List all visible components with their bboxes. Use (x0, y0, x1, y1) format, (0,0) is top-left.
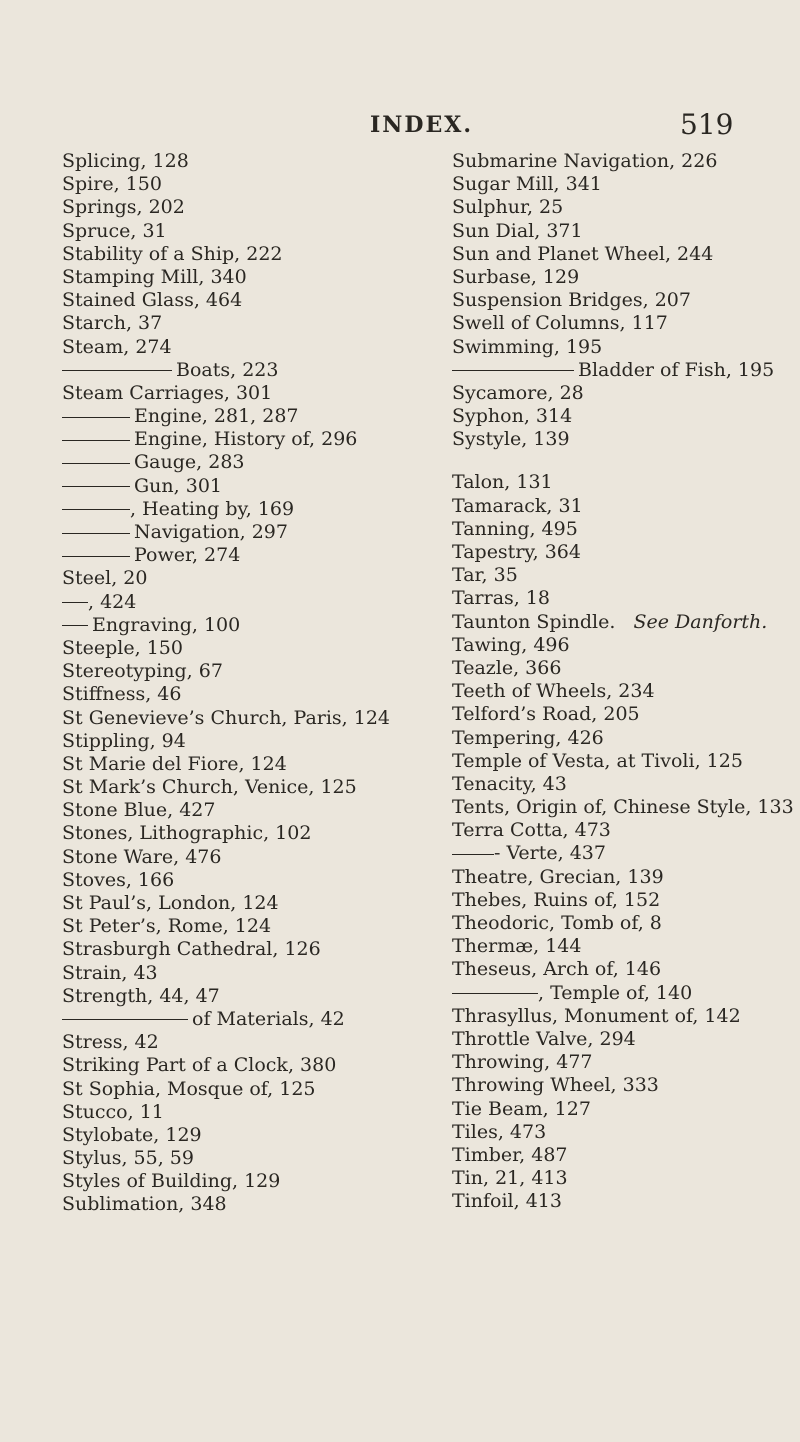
index-entry: Tenacity, 43 (452, 772, 567, 795)
index-entry: Talon, 131 (452, 471, 553, 494)
ditto-dash (62, 533, 130, 534)
index-entry: Steeple, 150 (62, 636, 183, 659)
index-entry: St Peter’s, Rome, 124 (62, 915, 272, 938)
index-entry: Stoves, 166 (62, 868, 175, 891)
index-entry: Stability of a Ship, 222 (62, 242, 283, 265)
index-entry: Sycamore, 28 (452, 381, 584, 404)
index-subentry: - Verte, 437 (452, 842, 797, 865)
index-entry: Sun and Planet Wheel, 244 (452, 242, 714, 265)
index-entry: Thebes, Ruins of, 152 (452, 888, 661, 911)
index-subentry: Engraving, 100 (62, 614, 432, 637)
index-entry: St Mark’s Church, Venice, 125 (62, 776, 357, 799)
ditto-dash (452, 370, 574, 371)
index-entry: Systyle, 139 (452, 428, 570, 451)
index-entry: St Paul’s, London, 124 (62, 892, 279, 914)
index-entry: Striking Part of a Clock, 380 (62, 1054, 337, 1077)
index-entry: Teazle, 366 (452, 656, 562, 679)
index-entry: Tarras, 18 (452, 587, 551, 610)
index-entry: Swimming, 195 (452, 335, 603, 358)
index-entry: Terra Cotta, 473 (452, 819, 611, 842)
index-entry: Sublimation, 348 (62, 1193, 227, 1216)
index-entry: Springs, 202 (62, 196, 185, 219)
page-number: 519 (680, 108, 734, 141)
index-entry: Thrasyllus, Monument of, 142 (452, 1004, 741, 1027)
index-entry: Tin, 21, 413 (452, 1167, 568, 1190)
index-entry: Thermæ, 144 (452, 935, 582, 958)
index-entry: Taunton Spindle. See Danforth. (452, 610, 768, 633)
ditto-dash (62, 509, 130, 510)
index-entry: Spire, 150 (62, 173, 162, 196)
index-subentry: of Materials, 42 (62, 1008, 432, 1031)
index-entry: Tents, Origin of, Chinese Style, 133 (452, 796, 794, 819)
index-entry: Stress, 42 (62, 1031, 159, 1054)
index-entry: Tawing, 496 (452, 633, 570, 656)
index-entry: Stereotyping, 67 (62, 660, 223, 683)
index-entry: Steam, 274 (62, 335, 172, 358)
index-entry: Stained Glass, 464 (62, 289, 243, 312)
ditto-dash (62, 1019, 188, 1020)
index-entry: Stones, Lithographic, 102 (62, 822, 312, 845)
index-title: INDEX. (370, 112, 473, 138)
ditto-dash (62, 556, 130, 557)
ditto-dash (62, 486, 130, 487)
index-subentry: , Temple of, 140 (452, 982, 797, 1005)
index-subentry: Power, 274 (62, 544, 432, 567)
index-entry: St Genevieve’s Church, Paris, 124 (62, 706, 391, 729)
index-entry: Tar, 35 (452, 564, 518, 587)
index-entry: Stippling, 94 (62, 729, 186, 752)
index-entry: Steam Carriages, 301 (62, 381, 273, 404)
index-entry: Submarine Navigation, 226 (452, 150, 718, 172)
index-entry: Tempering, 426 (452, 726, 604, 749)
index-entry: Stylobate, 129 (62, 1123, 202, 1146)
index-entry: Temple of Vesta, at Tivoli, 125 (452, 749, 743, 772)
index-entry: Theseus, Arch of, 146 (452, 958, 662, 981)
index-entry: Spruce, 31 (62, 219, 167, 242)
index-subentry: Boats, 223 (62, 359, 432, 382)
ditto-dash (452, 854, 494, 855)
index-entry: St Marie del Fiore, 124 (62, 752, 287, 775)
ditto-dash (62, 602, 88, 603)
index-entry: Strain, 43 (62, 961, 158, 984)
ditto-dash (62, 463, 130, 464)
index-entry: Throttle Valve, 294 (452, 1027, 636, 1050)
ditto-dash (62, 440, 130, 441)
page-header (0, 108, 800, 142)
index-subentry: , Heating by, 169 (62, 498, 432, 521)
index-subentry: Engine, History of, 296 (62, 428, 432, 451)
index-entry: Starch, 37 (62, 312, 163, 335)
index-entry: Timber, 487 (452, 1143, 568, 1166)
index-entry: Steel, 20 (62, 567, 148, 590)
index-entry: Syphon, 314 (452, 405, 573, 428)
index-entry: Throwing, 477 (452, 1051, 593, 1074)
index-entry: Stiffness, 46 (62, 683, 182, 706)
index-entry: Tanning, 495 (452, 517, 578, 540)
index-entry: Tapestry, 364 (452, 541, 581, 563)
index-subentry: Bladder of Fish, 195 (452, 359, 797, 382)
index-entry: Stone Ware, 476 (62, 845, 222, 868)
index-entry: Swell of Columns, 117 (452, 312, 668, 335)
section-gap (452, 451, 797, 471)
index-entry: Styles of Building, 129 (62, 1170, 281, 1193)
cross-reference: See Danforth. (633, 610, 768, 633)
index-entry: Tinfoil, 413 (452, 1190, 562, 1213)
index-entry: Theodoric, Tomb of, 8 (452, 912, 662, 934)
index-entry: Tiles, 473 (452, 1120, 547, 1143)
index-entry: St Sophia, Mosque of, 125 (62, 1077, 316, 1100)
index-entry: Teeth of Wheels, 234 (452, 680, 655, 703)
left-column (62, 150, 432, 1217)
index-entry: Sulphur, 25 (452, 196, 564, 219)
index-entry: Suspension Bridges, 207 (452, 289, 691, 312)
index-entry: Strasburgh Cathedral, 126 (62, 938, 321, 961)
index-subentry: Gauge, 283 (62, 451, 432, 474)
index-entry: Telford’s Road, 205 (452, 703, 640, 726)
index-entry: Stucco, 11 (62, 1100, 164, 1123)
index-entry: Surbase, 129 (452, 265, 580, 288)
index-entry: Strength, 44, 47 (62, 984, 220, 1007)
index-entry: Stone Blue, 427 (62, 799, 216, 822)
index-entry: Splicing, 128 (62, 150, 189, 172)
index-subentry: Navigation, 297 (62, 521, 432, 544)
ditto-dash (62, 417, 130, 418)
right-column (452, 150, 797, 1213)
index-entry: Throwing Wheel, 333 (452, 1074, 659, 1097)
index-entry: Sugar Mill, 341 (452, 173, 602, 196)
index-entry: Sun Dial, 371 (452, 219, 583, 242)
index-entry: Theatre, Grecian, 139 (452, 865, 664, 888)
index-entry: Tamarack, 31 (452, 494, 583, 517)
index-entry: Stamping Mill, 340 (62, 265, 247, 288)
index-subentry: Gun, 301 (62, 475, 432, 498)
index-subentry: Engine, 281, 287 (62, 405, 432, 428)
index-subentry: , 424 (62, 591, 432, 614)
ditto-dash (62, 625, 88, 626)
ditto-dash (62, 370, 172, 371)
index-entry: Stylus, 55, 59 (62, 1147, 194, 1170)
index-entry: Tie Beam, 127 (452, 1097, 591, 1120)
ditto-dash (452, 993, 538, 994)
